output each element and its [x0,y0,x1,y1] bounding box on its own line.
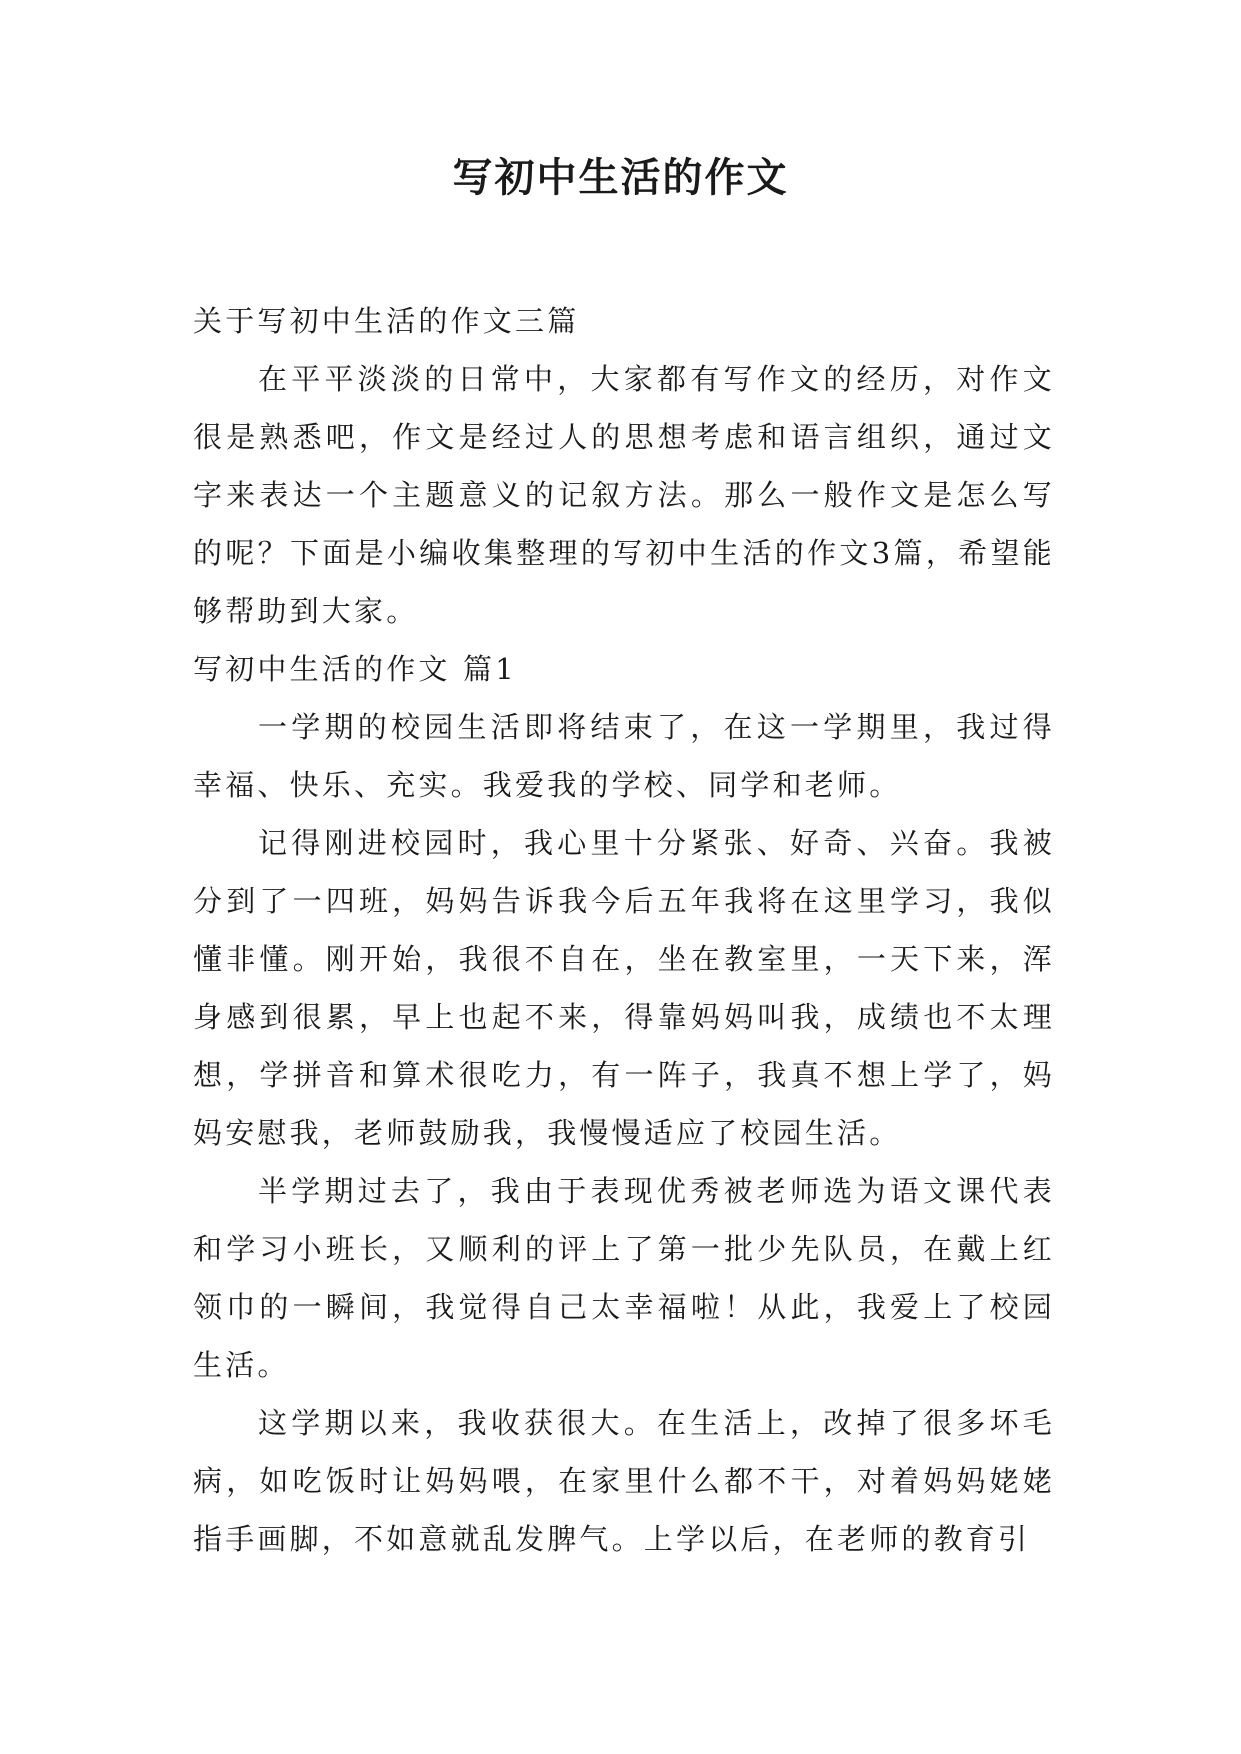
body-paragraph: 半学期过去了，我由于表现优秀被老师选为语文课代表和学习小班长，又顺利的评上了第一批少先队员，在戴上红领巾的一瞬间，我觉得自己太幸福啦！从此，我爱上了校园生活。 [193,1174,1055,1382]
document-subtitle: 关于写初中生活的作文三篇 [193,304,580,338]
section-heading: 写初中生活的作文 篇1 [193,652,517,686]
body-paragraph: 一学期的校园生活即将结束了，在这一学期里，我过得幸福、快乐、充实。我爱我的学校、同学和老师。 [193,710,1055,802]
document-title: 写初中生活的作文 [452,154,789,201]
body-paragraph: 记得刚进校园时，我心里十分紧张、好奇、兴奋。我被分到了一四班，妈妈告诉我今后五年我将在这里学习，我似懂非懂。刚开始，我很不自在，坐在教室里，一天下来，浑身感到很累，早上也起不来，得靠妈妈叫我，成绩也不太理想，学拼音和算术很吃力，有一阵子，我真不想上学了，妈妈安慰我，老师鼓励我，我慢慢适应了校园生活。 [193,826,1055,1150]
body-paragraph: 这学期以来，我收获很大。在生活上，改掉了很多坏毛病，如吃饭时让妈妈喂，在家里什么都不干，对着妈妈姥姥指手画脚，不如意就乱发脾气。上学以后，在老师的教育引 [193,1406,1055,1556]
intro-paragraph: 在平平淡淡的日常中，大家都有写作文的经历，对作文很是熟悉吧，作文是经过人的思想考虑和语言组织，通过文字来表达一个主题意义的记叙方法。那么一般作文是怎么写的呢？下面是小编收集整理的写初中生活的作文3篇，希望能够帮助到大家。 [193,362,1055,628]
document-body [193,292,1055,1568]
